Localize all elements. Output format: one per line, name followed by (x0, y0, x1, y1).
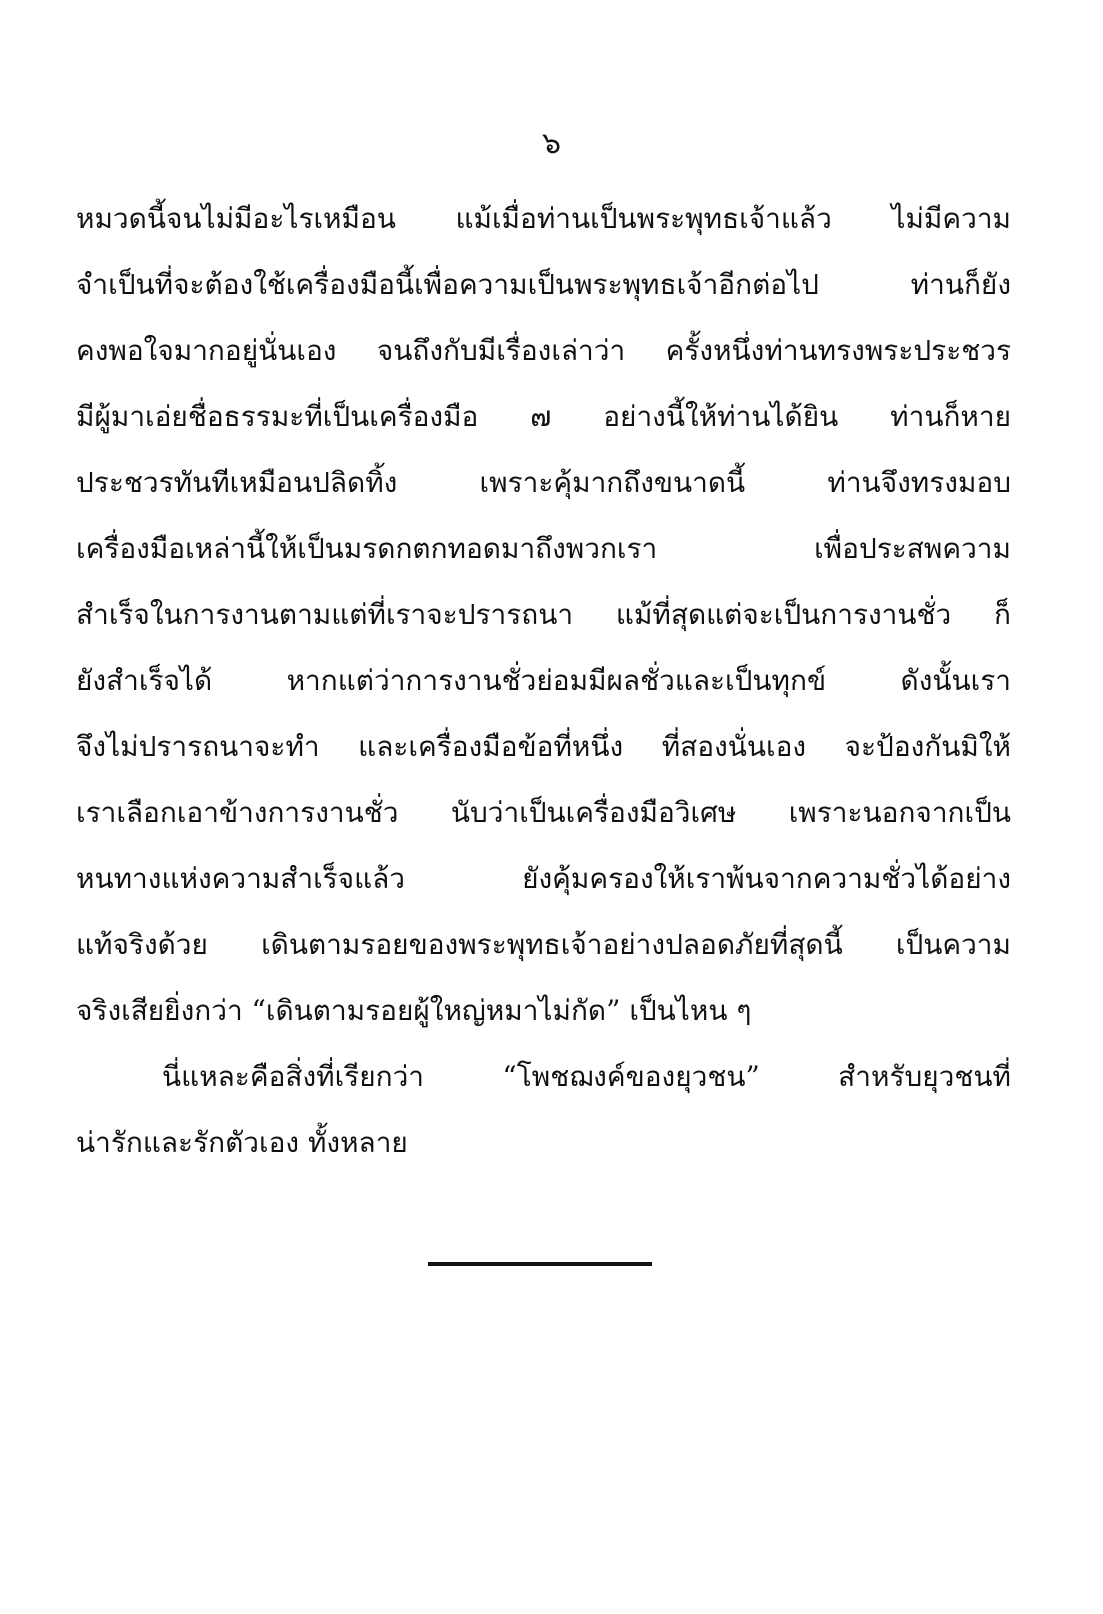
section-divider (428, 1262, 652, 1266)
text-line: นี่แหละคือสิ่งที่เรียกว่า “โพชฌงค์ของยุวชน” สำหรับยุวชนที่ (162, 1060, 1011, 1093)
text-line: แท้จริงด้วย เดินตามรอยของพระพุทธเจ้าอย่างปลอดภัยที่สุดนี้ เป็นความ (76, 928, 1011, 961)
text-line: น่ารักและรักตัวเอง ทั้งหลาย (76, 1126, 408, 1159)
body-text (76, 186, 1011, 1176)
text-line: หมวดนี้จนไม่มีอะไรเหมือน แม้เมื่อท่านเป็นพระพุทธเจ้าแล้ว ไม่มีความ (76, 202, 1011, 235)
text-line: เครื่องมือเหล่านี้ให้เป็นมรดกตกทอดมาถึงพวกเรา เพื่อประสพความ (76, 532, 1011, 565)
paragraph-1 (76, 186, 1011, 1044)
text-line: สำเร็จในการงานตามแต่ที่เราจะปรารถนา แม้ที่สุดแต่จะเป็นการงานชั่ว ก็ (76, 598, 1011, 631)
text-line: ประชวรทันทีเหมือนปลิดทิ้ง เพราะคุ้มากถึงขนาดนี้ ท่านจึงทรงมอบ (76, 466, 1011, 499)
page-number: ๖ (541, 126, 562, 161)
paragraph-2 (76, 1044, 1011, 1176)
text-line: จึงไม่ปรารถนาจะทำ และเครื่องมือข้อที่หนึ่ง ที่สองนั่นเอง จะป้องกันมิให้ (76, 730, 1011, 763)
text-line: จำเป็นที่จะต้องใช้เครื่องมือนี้เพื่อความเป็นพระพุทธเจ้าอีกต่อไป ท่านก็ยัง (76, 268, 1011, 301)
text-line: หนทางแห่งความสำเร็จแล้ว ยังคุ้มครองให้เราพ้นจากความชั่วได้อย่าง (76, 862, 1011, 895)
text-line: ยังสำเร็จได้ หากแต่ว่าการงานชั่วย่อมมีผลชั่วและเป็นทุกข์ ดังนั้นเรา (76, 664, 1011, 697)
text-line: เราเลือกเอาข้างการงานชั่ว นับว่าเป็นเครื่องมือวิเศษ เพราะนอกจากเป็น (76, 796, 1011, 829)
text-line: มีผู้มาเอ่ยชื่อธรรมะที่เป็นเครื่องมือ ๗ อย่างนี้ให้ท่านได้ยิน ท่านก็หาย (76, 400, 1011, 433)
text-line: จริงเสียยิ่งกว่า “เดินตามรอยผู้ใหญ่หมาไม่กัด” เป็นไหน ๆ (76, 994, 752, 1027)
text-line: คงพอใจมากอยู่นั่นเอง จนถึงกับมีเรื่องเล่าว่า ครั้งหนึ่งท่านทรงพระประชวร (76, 334, 1011, 367)
